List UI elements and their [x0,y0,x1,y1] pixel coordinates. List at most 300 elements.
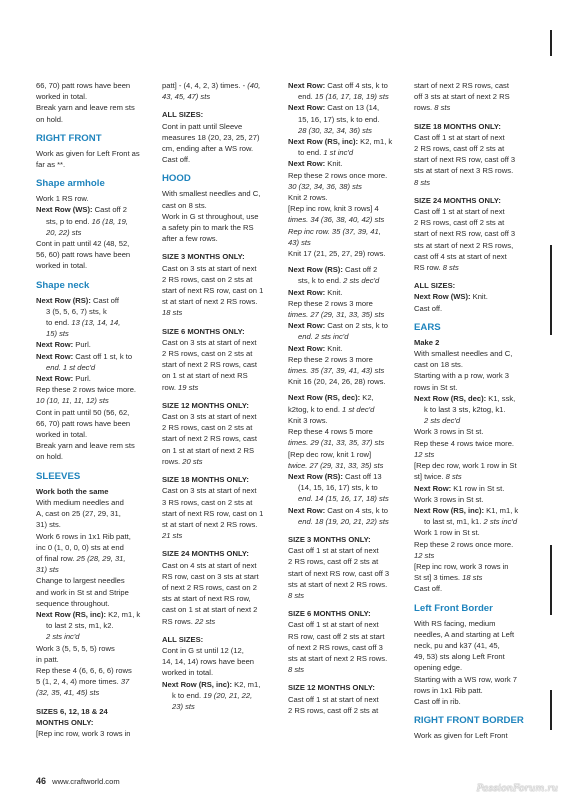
text-line: (14, 15, 16, 17) sts, k to [298,483,378,493]
paragraph [162,337,278,393]
page-footer [36,776,120,786]
text-line: [Rep inc row, work 3 rows in [36,728,131,738]
stitch-count: (32, 35, 41, 45) sts [36,688,100,698]
text-line [288,343,404,354]
text-line: 15, 16, 17) sts, k to end. [298,114,380,124]
stitch-count: end. 1 st dec'd [46,362,96,372]
text-line: 2 RS rows, cast off 2 sts at [288,557,379,567]
row-label: Next Row: [36,340,74,350]
text-line: A, cast on 25 (27, 29, 31, [36,509,121,519]
text-line: opening edge. [414,663,463,673]
paragraph [36,486,152,699]
text: RS row. [414,263,443,273]
text: k2tog, k to end. [288,404,343,414]
text-line [414,550,530,561]
text-line: cast off 4 sts at start of next [414,251,507,261]
text-line: Work 3 rows in St st. [414,494,484,504]
text-line: 49, 53) sts along Left Front [414,652,505,662]
text: k to end. [172,690,204,700]
text: rows. [414,103,435,113]
paragraph [288,392,404,526]
text-line [288,493,404,504]
stitch-count: 19 (20, 21, 22, [203,690,253,700]
text: Make 2 [414,337,440,347]
text-line: of next 2 RS rows, cast off 3 [288,642,383,652]
text-line: Knit 17 (21, 25, 27, 29) rows. [288,249,386,259]
size-heading: SIZE 6 MONTHS ONLY: [288,609,371,619]
text-line [288,287,404,298]
text-line: on hold. [36,452,64,462]
text-line [36,328,152,339]
stitch-count: 2 sts dec'd [343,276,380,286]
text-line: far as **. [36,160,66,170]
text-line: worked in total. [36,92,88,102]
paragraph [36,80,152,125]
text: end. [298,92,315,102]
text-line [288,147,404,158]
text-line [162,701,278,712]
text-line [288,516,404,527]
text-line: on 1 st at start of next 2 RS [162,445,255,455]
text-line: cast on 8 sts. [162,200,207,210]
text-line: sts at start of next 3 RS rows. [414,166,514,176]
row-text: Purl. [73,374,91,384]
stitch-count: 8 sts [288,665,305,675]
text-line: 2 RS rows, cast on 2 sts at [162,349,253,359]
row-label: Next Row (RS, dec): [288,393,361,403]
text-line [36,687,152,698]
stitch-count: 1 st dec'd [342,404,375,414]
stitch-count: 30 (32, 34, 36, 38) sts [288,181,362,191]
row-text: K2, m1, k [358,137,393,147]
row-label: Next Row: [288,81,326,90]
row-label: Next Row (RS): [288,265,343,275]
text: sts, k to end. [298,276,344,286]
text-line: Cast on 3 sts at start of next [162,486,257,496]
stitch-count: 20, 22) sts [46,227,82,237]
stitch-count: 18 sts [462,573,483,583]
row-text: Knit. [325,343,343,353]
text-line: start of next RS row, cast on 1 [162,286,264,296]
stitch-count: 8 sts [288,590,305,600]
row-label: Next Row (RS, inc): [414,505,485,515]
text-line: 3 RS rows, cast on 2 sts at [162,497,253,507]
text-line: sts at start of next 2 RS rows, [414,240,514,250]
column-4 [414,80,530,741]
text: 5 (1, 2, 4, 4) more times. [36,677,121,687]
text-line: Rep these 2 rows once more. [414,539,514,549]
text-line: start of next RS row, cast off 3 [288,568,390,578]
text-line [36,609,152,620]
text-line: Cast off 1 st at start of next [414,132,505,142]
stitch-count: times. 34 (36, 38, 40, 42) sts [288,215,385,225]
text-line: [Rep dec row, knit 1 row] [288,449,372,459]
text-line [288,365,404,376]
size-heading: SIZE 24 MONTHS ONLY: [162,549,249,559]
paragraph [162,485,278,541]
paragraph [162,411,278,467]
text-line [36,564,152,575]
text: to end. [46,318,72,328]
row-text: Knit. [470,292,488,302]
stitch-count: (40, [247,81,261,90]
text-line: worked in total. [36,430,88,440]
row-text: Cast off 1 st, k to [73,351,133,361]
column-2 [162,80,278,717]
text-line: Rep these 2 rows twice more. [36,385,137,395]
stitch-count: 20 sts [182,456,203,466]
heading-ears: EARS [414,321,441,333]
stitch-count: end. 14 (15, 16, 17, 18) sts [298,494,389,504]
stitch-count: 8 sts [434,103,451,113]
text-line: Cast off 1 st at start of next [414,207,505,217]
text-line: Work in G st throughout, use [162,211,259,221]
text-line: sts at start of next 2 RS rows. [288,653,388,663]
watermark: PassionForum.ru [476,783,558,794]
text-line: Change to largest needles [36,576,125,586]
text-line [162,382,278,393]
text-line [162,91,278,102]
text-line: worked in total. [36,261,88,271]
heading-hood: HOOD [162,173,191,185]
text-line [36,676,152,687]
row-text: Cast on 2 sts, k to [325,321,389,331]
text-line: Work 3 rows in St st. [414,427,484,437]
size-heading: SIZE 18 MONTHS ONLY: [162,475,249,485]
text-line: sts at start of next 2 RS rows. [288,579,388,589]
text-line: Starting with a p row, work 3 [414,371,509,381]
text-line [36,395,152,406]
stitch-count: 19 sts [178,382,199,392]
text-line: 2 RS rows, cast off 2 sts at [288,705,379,715]
paragraph [414,206,530,273]
text-line: cast on 1 st at start of next 2 [162,605,258,615]
stitch-count: 12 sts [414,550,435,560]
text-line [288,264,404,275]
text-line [162,530,278,541]
stitch-count: twice. 27 (29, 31, 33, 35) sts [288,460,384,470]
text-line: [Rep inc row, work 3 rows in [414,561,509,571]
row-label: Next Row: [288,103,326,113]
size-heading: ALL SIZES: [162,110,204,120]
text-line: sequence throughout. [36,598,110,608]
text-line: worked in total. [162,668,214,678]
text-line [288,505,404,516]
text-line: in patt. [36,654,59,664]
row-label: Next Row: [36,351,74,361]
paragraph [36,193,152,271]
text-line: 56, 60) patt rows have been [36,250,131,260]
row-label: Next Row (RS, inc): [288,137,359,147]
text-line: on 1 st at start of next RS [162,371,248,381]
text-line: to last 2 sts, m1, k2. [46,621,114,631]
text-line: Rep these 2 rows 3 more [288,298,373,308]
text-line: rows in St st. [414,382,458,392]
text-line [288,91,404,102]
text-line: needles, A and starting at Left [414,629,515,639]
text-line [414,483,530,494]
text-line [288,664,404,675]
row-text: Knit. [325,287,343,297]
size-heading: ALL SIZES: [414,281,456,291]
text-line: k to last 3 sts, k2tog, k1. [424,405,506,415]
row-label: Next Row: [288,321,326,331]
text-line [288,460,404,471]
size-heading: SIZE 24 MONTHS ONLY: [414,195,501,205]
heading-right-front-border: RIGHT FRONT BORDER [414,715,524,727]
text-line [288,125,404,136]
text-line: Rep these 4 rows twice more. [414,438,515,448]
paragraph [414,132,530,188]
text: to end. [298,148,324,158]
text-line: Knit 3 rows. [288,415,328,425]
text-line [288,136,404,147]
text-line: st at start of next 2 RS rows. [162,519,258,529]
stitch-count: 2 sts inc'd [46,632,80,642]
paragraph [414,80,530,114]
text-line: With medium needles and [36,497,124,507]
text-line: Cast off in rib. [414,696,461,706]
text-line: 2 RS rows, cast on 2 sts at [162,274,253,284]
stitch-count: 28 (30, 32, 34, 36) sts [298,125,372,135]
text-line [414,449,530,460]
stitch-count: end. 2 sts inc'd [298,332,349,342]
row-text: Knit. [325,159,343,169]
text-line [288,102,404,113]
paragraph [288,264,404,387]
text-line: Cast off 1 st at start of next [288,694,379,704]
text-line: start of next RS row, cast off 3 [414,229,516,239]
stitch-count: 10 (10, 11, 11, 12) sts [36,396,109,406]
text-line: Work 6 rows in 1x1 Rib patt, [36,531,131,541]
text-line [414,516,530,527]
text-line: Knit 16 (20, 24, 26, 28) rows. [288,377,386,387]
text-line: Cont in patt until Sleeve [162,121,243,131]
paragraph [162,263,278,319]
sub-heading [36,486,152,497]
stitch-count: 18 sts [162,308,183,318]
row-text: K1, m1, k [484,505,519,515]
row-text: K1 row in St st. [451,483,505,493]
text-line: 66, 70) patt rows have been [36,81,131,90]
text-line [162,80,278,91]
margin-rule [550,245,552,335]
text-line [414,262,530,273]
stitch-count: 15 (16, 17, 18, 19) sts [314,92,389,102]
text-line: Rep these 4 (6, 6, 6, 6) rows [36,665,132,675]
paragraph [36,148,152,170]
text-line [288,214,404,225]
column-3 [288,80,404,721]
stitch-count: 16 (18, 19, [91,216,128,226]
text-line [288,80,404,91]
text-line: Rep these 4 rows 5 more [288,427,373,437]
stitch-count: 22 sts [194,616,216,626]
text-line [36,204,152,215]
text-line: Work as given for Left Front as [36,148,140,158]
row-text: K2, [360,393,374,403]
text-line: cast on 18 sts. [414,360,463,370]
sub-heading [414,337,530,348]
stitch-count: 25 (28, 29, 31, [76,553,126,563]
text-line [36,227,152,238]
row-text: K2, m1, [232,679,261,689]
text: patt] - (4, 4, 2, 3) times. - [162,81,248,90]
row-label: Next Row: [36,374,74,384]
text-line [162,616,278,627]
heading-shape-neck: Shape neck [36,279,90,291]
text: rows. [162,456,183,466]
paragraph [288,694,404,716]
margin-rule [550,30,552,56]
heading-shape-armhole: Shape armhole [36,178,105,190]
text-line: 14, 14, 14) rows have been [162,657,255,667]
row-text: K1, ssk, [486,393,516,403]
stitch-count: 15) sts [46,329,69,339]
stitch-count: times. 29 (31, 33, 35, 37) sts [288,438,385,448]
text-line: inc 0 (1, 0, 0, 0) sts at end [36,542,124,552]
text: RS rows. [162,616,195,626]
text-line [36,362,152,373]
stitch-count: 8 sts [445,472,462,482]
text: row. [162,382,179,392]
text-line: Cast off. [162,155,191,165]
stitch-count: 2 sts inc'd [483,517,518,527]
paragraph [414,337,530,595]
text-line [288,320,404,331]
stitch-count: 12 sts [414,449,435,459]
row-label: Next Row (RS): [288,471,343,481]
text-line [288,275,404,286]
text-line: measures 18 (20, 23, 25, 27) [162,132,260,142]
text-line: of next 2 RS rows, cast on 2 [162,582,257,592]
row-text: Cast on 13 (14, [325,103,380,113]
text-line: Break yarn and leave rem sts [36,103,135,113]
row-text: Cast off [90,295,119,305]
size-heading: ALL SIZES: [162,634,204,644]
text-line: start of next RS row, cast on 1 [162,508,264,518]
text-line: RS row, cast on 3 sts at start [162,571,259,581]
text-line [162,456,278,467]
text-line: Work 1 row in St st. [414,528,480,538]
text-line [414,102,530,113]
row-label: Next Row: [288,159,326,169]
row-text: Cast off 2 [342,265,378,275]
text-line: on hold. [36,114,64,124]
paragraph [162,121,278,166]
text-line: With RS facing, medium [414,618,496,628]
text-line [414,177,530,188]
text-line [414,572,530,583]
text-line [414,393,530,404]
row-label: Next Row (RS): [36,295,91,305]
text-line: Rep these 2 rows once more. [288,170,388,180]
row-label: Next Row (RS, inc): [162,679,233,689]
text-line: a safety pin to mark the RS [162,223,254,233]
text-line: With smallest needles and C, [414,349,513,359]
stitch-count: Rep inc row. 35 (37, 39, 41, [288,226,381,236]
text-line [288,226,404,237]
text-line [288,437,404,448]
text-line: Cast on 3 sts at start of next [162,263,257,273]
paragraph [414,291,530,313]
text-line: cm, ending after a WS row. [162,144,254,154]
text-line: 2 RS rows, cast on 2 sts at [162,423,253,433]
stitch-count: times. 27 (29, 31, 33, 35) sts [288,310,385,320]
text: of final row. [36,553,77,563]
text-line: off 3 sts at start of next 2 RS [414,92,510,102]
text-line: With smallest needles and C, [162,189,261,199]
text-line: 2 RS rows, cast off 2 sts at [414,218,505,228]
text-line [36,351,152,362]
row-text: Cast off 13 [342,471,382,481]
text-line: Cast off. [414,303,443,313]
text-line [288,158,404,169]
stitch-count: 1 st inc'd [323,148,354,158]
stitch-count: 43, 45, 47) sts [162,92,211,102]
text: Work both the same [36,486,109,496]
stitch-count: 37 [120,677,130,687]
text-line [414,291,530,302]
text-line [36,339,152,350]
column-1 [36,80,152,739]
text-line: 3 (5, 5, 6, 7) sts, k [46,306,107,316]
text-line [288,309,404,320]
text-line: [Rep inc row, knit 3 rows] 4 [288,204,379,214]
text-line: RS row, cast off 2 sts at start [288,631,385,641]
paragraph [162,560,278,627]
row-label: Next Row: [288,343,326,353]
row-text: Cast on 4 sts, k to [325,505,389,515]
text: to last st, m1, k1. [424,517,484,527]
size-heading [36,706,152,728]
text-line: Cast off 1 st at start of next [288,620,379,630]
text-line: Cast on 3 sts at start of next [162,412,257,422]
text-line: 31) sts. [36,520,61,530]
text-line: Work 3 (5, 5, 5, 5) rows [36,643,115,653]
paragraph [414,618,530,708]
row-label: Next Row (WS): [36,205,93,215]
row-text: Purl. [73,340,91,350]
text-line [288,331,404,342]
text-line [36,295,152,306]
text-line: Cast on 4 sts at start of next [162,560,257,570]
row-text: Cast off 2 [92,205,128,215]
text-line: start of next 2 RS rows, cast [162,434,257,444]
text-line: start of next 2 RS rows, cast [414,81,509,90]
text-line: Cast on 3 sts at start of next [162,337,257,347]
text-line: neck, pu and k37 (41, 45, [414,640,500,650]
stitch-count: times. 35 (37, 39, 41, 43) sts [288,366,385,376]
row-text: Cast off 4 sts, k to [325,81,388,90]
text-line [288,392,404,403]
heading-right-front: RIGHT FRONT [36,132,102,144]
stitch-count: 8 sts [414,177,431,187]
text: st] twice. [414,472,446,482]
row-label: Next Row: [288,505,326,515]
stitch-count: 43) sts [288,237,311,247]
text-line: Work as given for Left Front [414,731,508,741]
footer-site-link[interactable]: www.craftworld.com [52,777,120,786]
row-text: K2, m1, k [106,609,141,619]
paragraph [162,645,278,712]
text-line: Knit 2 rows. [288,193,328,203]
heading-sleeves: SLEEVES [36,470,81,482]
stitch-count: 21 sts [162,531,183,541]
text-line [288,471,404,482]
text-line [414,505,530,516]
text-line [162,690,278,701]
